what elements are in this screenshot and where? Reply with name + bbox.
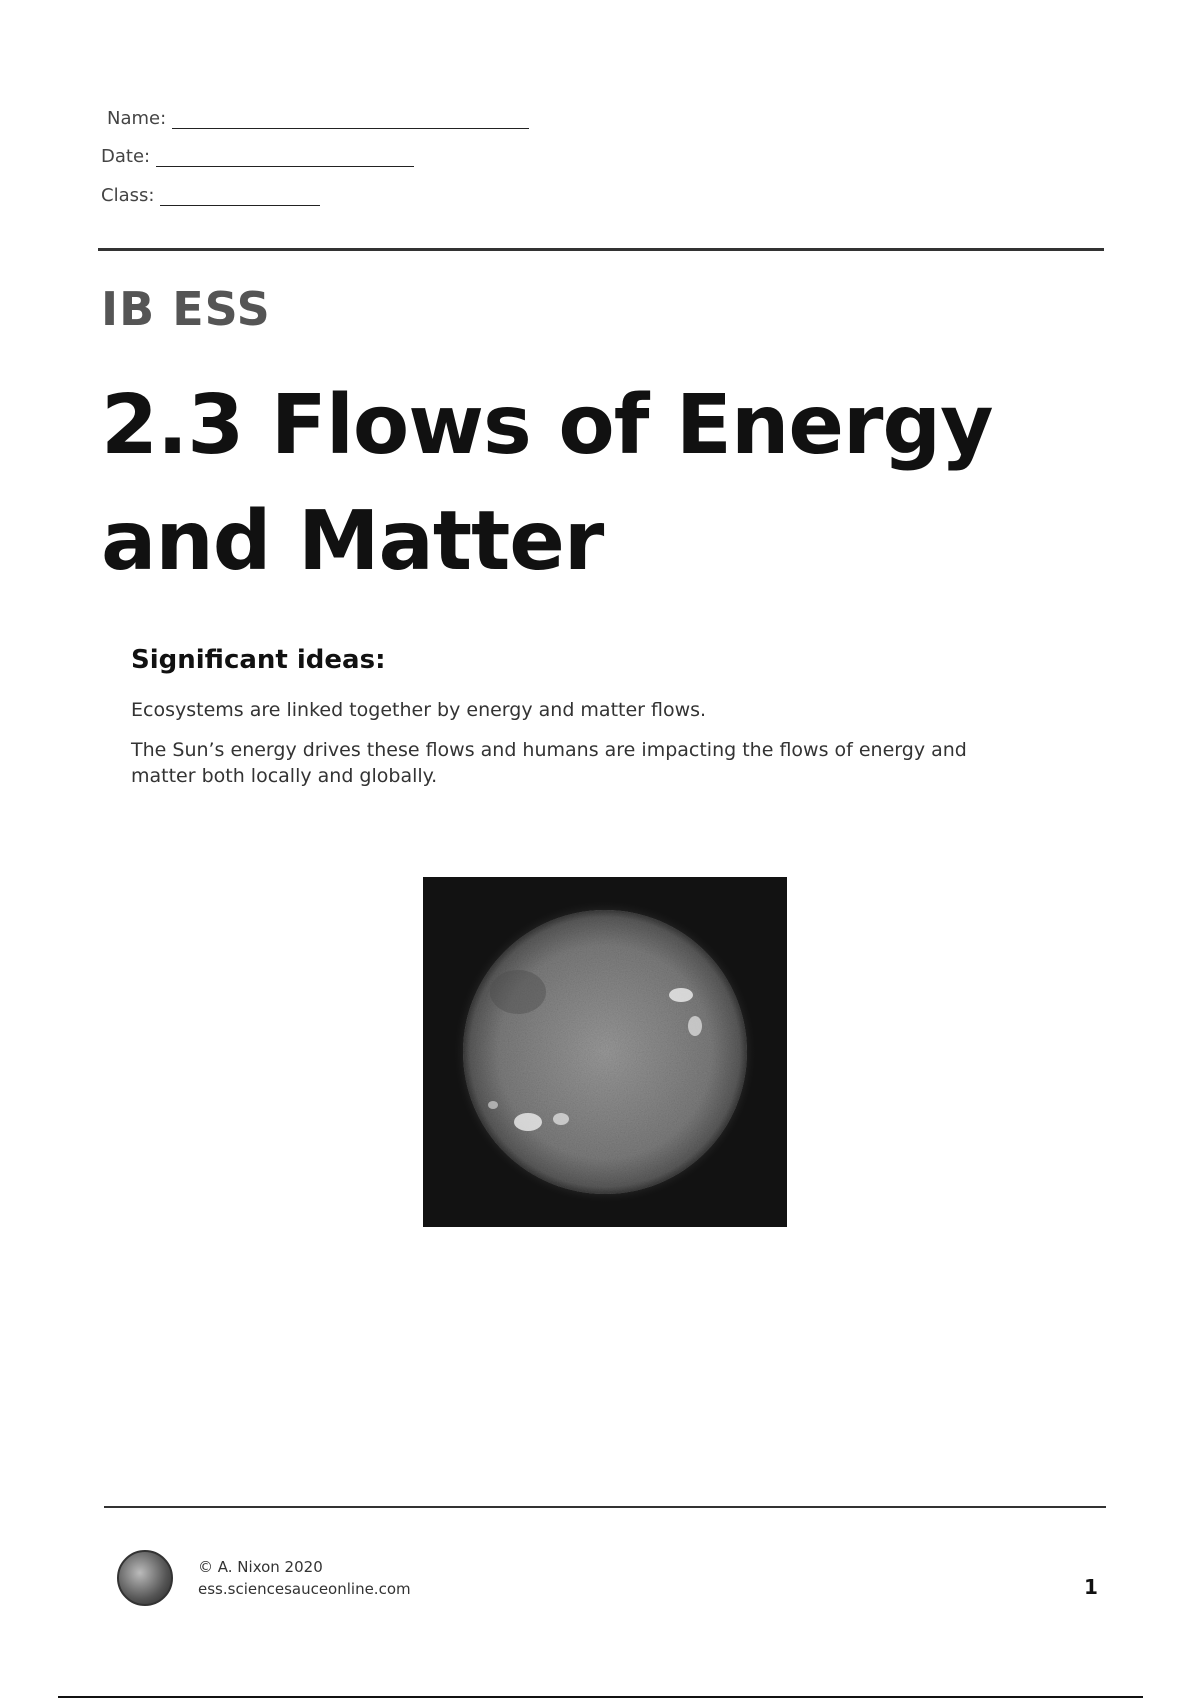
significant-idea: The Sun’s energy drives these flows and humans are impacting the flows of energy and matter both locally and globally.: [131, 739, 967, 787]
page-title-line-1: 2.3 Flows of Energy: [101, 378, 993, 473]
course-label: IB ESS: [101, 282, 271, 336]
page-title-line-2: and Matter: [101, 494, 604, 589]
website-link[interactable]: ess.sciencesauceonline.com: [198, 1580, 411, 1598]
page-number: 1: [1084, 1575, 1098, 1599]
date-blank-line[interactable]: [156, 150, 414, 167]
copyright-text: © A. Nixon 2020: [198, 1558, 323, 1576]
significant-ideas-heading: Significant ideas:: [131, 645, 386, 675]
class-blank-line[interactable]: [160, 189, 320, 206]
science-sauce-logo: [117, 1550, 173, 1606]
footer-divider: [104, 1506, 1106, 1508]
name-blank-line[interactable]: [172, 112, 529, 129]
class-label: Class:: [101, 185, 155, 206]
date-label: Date:: [101, 146, 151, 167]
name-field[interactable]: [107, 108, 529, 129]
class-field[interactable]: [101, 185, 320, 206]
sun-photo-graphic: [423, 877, 787, 1227]
page-title: [101, 368, 1061, 600]
date-field[interactable]: [101, 146, 414, 167]
significant-idea: Ecosystems are linked together by energy and matter flows.: [131, 699, 707, 721]
page-bottom-edge: [58, 1696, 1143, 1698]
header-divider: [98, 248, 1104, 251]
name-label: Name:: [107, 108, 167, 129]
sun-image: [423, 877, 787, 1227]
